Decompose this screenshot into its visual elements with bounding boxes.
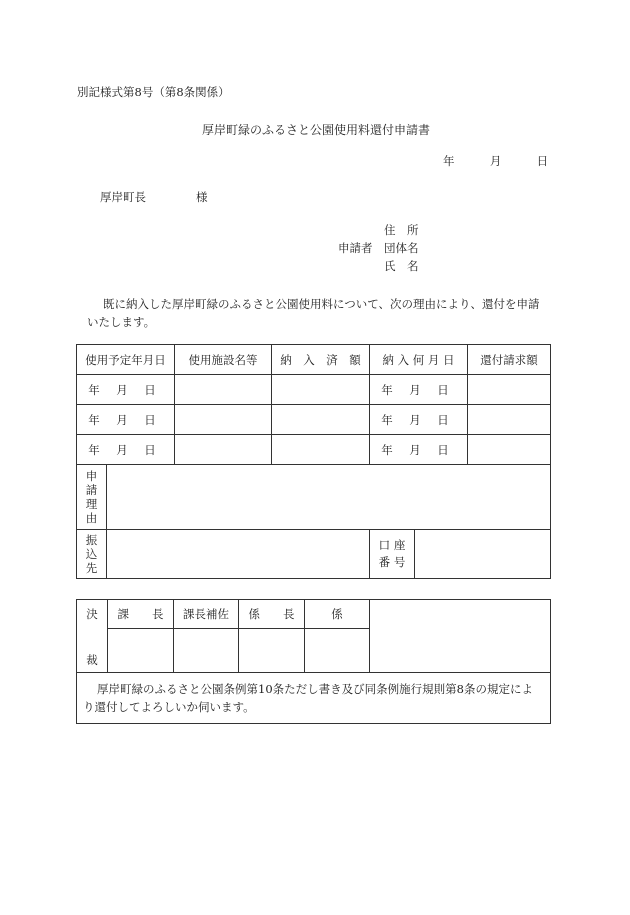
- form-number: 別記様式第8号（第8条関係）: [77, 85, 230, 99]
- date-year-label: 年: [88, 382, 100, 397]
- addressee-honorific: 様: [196, 190, 208, 204]
- applicant-address-label: 住 所: [384, 223, 419, 237]
- column-header: 納 入 済 額: [272, 345, 370, 375]
- date-month-label: 月: [116, 442, 128, 457]
- transfer-label-char: 先: [85, 561, 98, 575]
- date-year-label: 年: [381, 412, 393, 427]
- reason-label-char: 由: [85, 511, 98, 525]
- decision-label: [77, 600, 108, 673]
- seal-box[interactable]: [174, 629, 239, 673]
- role-staff: 係: [305, 600, 370, 629]
- decision-label-bottom: 裁: [86, 653, 98, 667]
- role-unit-chief: 係 長: [239, 600, 305, 629]
- reason-label: [77, 465, 107, 530]
- date-month-label: 月: [116, 382, 128, 397]
- date-month-label: 月: [116, 412, 128, 427]
- table-row: [77, 375, 551, 405]
- role-section-chief: 課 長: [108, 600, 174, 629]
- date-day-label: 日: [144, 382, 156, 397]
- applicant-name-label: 氏 名: [384, 259, 419, 273]
- date-day-label: 日: [144, 412, 156, 427]
- date-month-label: 月: [409, 442, 421, 457]
- seal-box[interactable]: [108, 629, 174, 673]
- date-year-label: 年: [443, 154, 455, 168]
- paid-amount-cell[interactable]: [272, 405, 370, 435]
- payment-date-cell[interactable]: [370, 405, 468, 435]
- seal-box[interactable]: [239, 629, 305, 673]
- approval-note-row: [77, 673, 551, 724]
- date-month-label: 月: [409, 412, 421, 427]
- date-month-label: 月: [489, 154, 502, 168]
- form-title: 厚岸町緑のふるさと公園使用料還付申請書: [202, 123, 431, 137]
- use-date-cell[interactable]: [77, 435, 175, 465]
- table-row: [77, 435, 551, 465]
- role-assistant-chief: 課長補佐: [174, 600, 239, 629]
- refund-amount-cell[interactable]: [468, 405, 551, 435]
- date-year-label: 年: [381, 442, 393, 457]
- date-year-label: 年: [88, 412, 100, 427]
- approval-table: [76, 599, 551, 724]
- decision-label-top: 決: [86, 607, 98, 621]
- facility-cell[interactable]: [175, 405, 272, 435]
- column-header: 納 入 何 月 日: [370, 345, 468, 375]
- approval-blank-area: [370, 600, 551, 673]
- transfer-label-char: 込: [85, 547, 98, 561]
- reason-label-char: 理: [85, 497, 98, 511]
- date-month-label: 月: [409, 382, 421, 397]
- payment-date-cell[interactable]: [370, 375, 468, 405]
- paid-amount-cell[interactable]: [272, 435, 370, 465]
- account-label-line: 口 座: [378, 538, 406, 552]
- body-text-line-1: 既に納入した厚岸町緑のふるさと公園使用料について、次の理由により、還付を申請: [103, 297, 540, 311]
- applicant-organization-label: 団体名: [384, 241, 419, 255]
- payment-date-cell[interactable]: [370, 435, 468, 465]
- date-day-label: 日: [437, 412, 449, 427]
- refund-amount-cell[interactable]: [468, 435, 551, 465]
- reason-label-char: 申: [85, 469, 98, 483]
- column-header: 使用施設名等: [175, 345, 272, 375]
- reason-label-char: 請: [85, 483, 98, 497]
- transfer-label: [77, 530, 107, 579]
- account-number-input[interactable]: [415, 530, 551, 579]
- date-day-label: 日: [437, 442, 449, 457]
- approval-header-row: [77, 600, 551, 629]
- date-year-label: 年: [88, 442, 100, 457]
- reason-input[interactable]: [107, 465, 551, 530]
- column-header: 使用予定年月日: [77, 345, 175, 375]
- body-text-line-2: いたします。: [87, 315, 156, 329]
- date-year-label: 年: [381, 382, 393, 397]
- date-day-label: 日: [144, 442, 156, 457]
- transfer-label-char: 振: [85, 533, 98, 547]
- refund-table: [76, 344, 551, 579]
- addressee-name: 厚岸町長: [100, 190, 146, 204]
- table-header-row: [77, 345, 551, 375]
- transfer-destination-input[interactable]: [107, 530, 370, 579]
- reason-row: [77, 465, 551, 530]
- refund-amount-cell[interactable]: [468, 375, 551, 405]
- applicant-label: 申請者: [338, 241, 373, 255]
- column-header: 還付請求額: [468, 345, 551, 375]
- account-number-label: [370, 530, 415, 579]
- date-day-label: 日: [536, 154, 549, 168]
- seal-box[interactable]: [305, 629, 370, 673]
- transfer-row: [77, 530, 551, 579]
- approval-note: 厚岸町緑のふるさと公園条例第10条ただし書き及び同条例施行規則第8条の規定により還付してよろしいか伺います。: [77, 673, 551, 724]
- facility-cell[interactable]: [175, 435, 272, 465]
- paid-amount-cell[interactable]: [272, 375, 370, 405]
- use-date-cell[interactable]: [77, 375, 175, 405]
- date-line: [443, 153, 548, 169]
- use-date-cell[interactable]: [77, 405, 175, 435]
- account-label-line: 番 号: [378, 555, 406, 569]
- date-day-label: 日: [437, 382, 449, 397]
- table-row: [77, 405, 551, 435]
- facility-cell[interactable]: [175, 375, 272, 405]
